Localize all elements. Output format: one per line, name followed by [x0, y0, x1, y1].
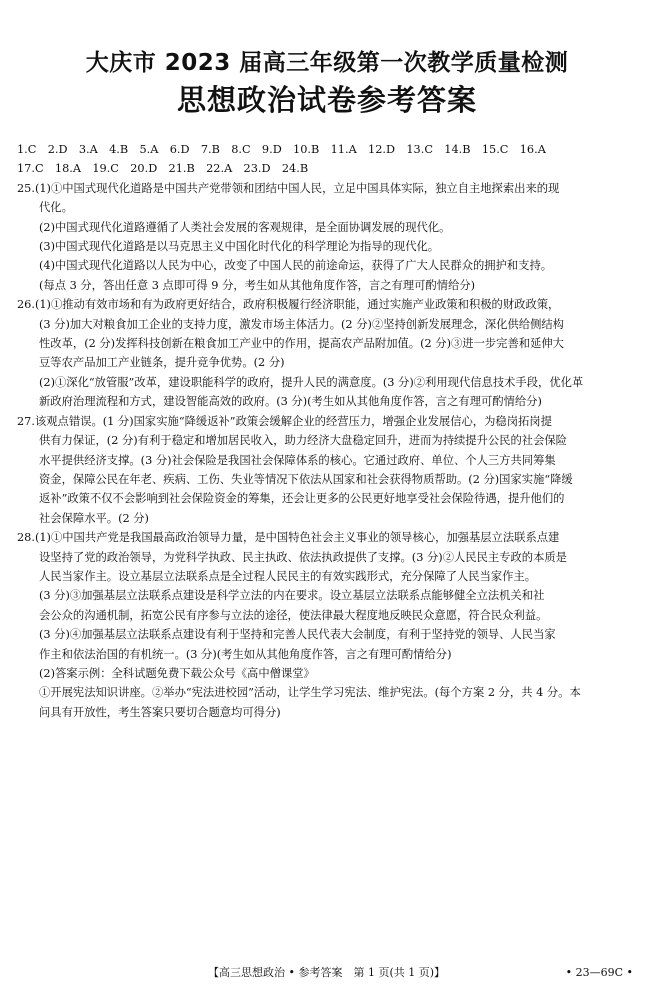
answer-line: (3)中国式现代化道路是以马克思主义中国化时代化的科学理论为指导的现代化。	[39, 240, 440, 254]
answer-line: (3 分)加大对粮食加工企业的支持力度，激发市场主体活力。(2 分)②坚持创新发展理念，深化供给侧结构	[39, 317, 564, 331]
answer-line: 会公众的沟通机制，拓宽公民有序参与立法的途径，使法律最大程度地反映民众意愿，符合民众利益。	[39, 608, 548, 622]
answer-line: 28.(1)①中国共产党是我国最高政治领导力量，是中国特色社会主义事业的领导核心，加强基层立法联系点建	[17, 531, 560, 545]
answer-line: 设坚持了党的政治领导，为党科学执政、民主执政、依法执政提供了支撑。(3 分)②人民民主专政的本质是	[39, 550, 567, 564]
answer-line: 豆等农产品加工产业链条，提升竞争优势。(2 分)	[39, 356, 285, 370]
answer-line: (3 分)③加强基层立法联系点建设是科学立法的内在要求。设立基层立法联系点能够健全立法机关和社	[39, 589, 545, 603]
answer-line: 性改革，(2 分)发挥科技创新在粮食加工产业中的作用，提高农产品附加值。(2 分)③进一步完善和延伸大	[39, 337, 564, 351]
answer-line: (2)答案示例：全科试题免费下载公众号《高中僧课堂》	[39, 666, 315, 680]
choice-line: 17.C 18.A 19.C 20.D 21.B 22.A 23.D 24.B	[17, 162, 309, 176]
answer-line: 社会保障水平。(2 分)	[39, 511, 149, 525]
question-26	[17, 295, 637, 411]
question-27	[17, 412, 637, 528]
choice-line: 1.C 2.D 3.A 4.B 5.A 6.D 7.B 8.C 9.D 10.B 11.A 12.D 13.C 14.B 15.C 16.A	[17, 143, 546, 156]
choice-answers	[17, 140, 637, 179]
answer-line: (2)①深化“放管服”改革，建设职能科学的政府，提升人民的满意度。(3 分)②利用现代信息技术手段，优化革	[39, 375, 584, 389]
footer-page-info: 【高三思想政治 • 参考答案 第 1 页(共 1 页)】	[207, 966, 446, 979]
document-title: 大庆市 2023 届高三年级第一次教学质量检测	[85, 50, 569, 76]
question-28	[17, 528, 637, 722]
answer-line: 26.(1)①推动有效市场和有为政府更好结合，政府积极履行经济职能，通过实施产业政策和积极的财政政策，	[17, 298, 560, 312]
answer-line: (4)中国式现代化道路以人民为中心，改变了中国人民的前途命运，获得了广大人民群众的拥护和支持。	[39, 259, 553, 273]
answer-body	[17, 140, 637, 722]
answer-line: 水平提供经济支撑。(3 分)社会保险是我国社会保障体系的核心。它通过政府、单位、个人三方共同筹集	[39, 453, 556, 467]
answer-line: 27.该观点错误。(1 分)国家实施“降缓返补”政策会缓解企业的经营压力，增强企业发展信心，为稳岗拓岗提	[17, 414, 552, 428]
answer-line: 问具有开放性，考生答案只要切合题意均可得分)	[39, 705, 281, 719]
answer-line: 代化。	[39, 201, 73, 215]
answer-line: (每点 3 分，答出任意 3 点即可得 9 分，考生如从其他角度作答，言之有理可酌情给分)	[39, 278, 476, 292]
answer-line: 作主和依法治国的有机统一。(3 分)(考生如从其他角度作答，言之有理可酌情给分)	[39, 647, 452, 661]
document-subtitle: 思想政治试卷参考答案	[176, 83, 477, 117]
answer-line: 返补”政策不仅不会影响到社会保险资金的筹集，还会让更多的公民更好地享受社会保险待遇，提升他们的	[39, 492, 565, 506]
answer-line: (3 分)④加强基层立法联系点建设有利于坚持和完善人民代表大会制度，有利于坚持党的领导、人民当家	[39, 628, 556, 642]
answer-line: 资金，保障公民在年老、疾病、工伤、失业等情况下依法从国家和社会获得物质帮助。(2 分)国家实施“降缓	[39, 472, 573, 486]
answer-line: 新政府治理流程和方式，建设智能高效的政府。(3 分)(考生如从其他角度作答，言之有理可酌情给分)	[39, 395, 542, 409]
answer-line: 25.(1)①中国式现代化道路是中国共产党带领和团结中国人民，立足中国具体实际，独立自主地探索出来的现	[17, 181, 560, 195]
footer-exam-code: • 23—69C •	[565, 966, 633, 979]
answer-line: (2)中国式现代化道路遵循了人类社会发展的客观规律，是全面协调发展的现代化。	[39, 220, 451, 234]
question-25	[17, 179, 637, 295]
answer-line: 人民当家作主。设立基层立法联系点是全过程人民民主的有效实践形式，充分保障了人民当家作主。	[39, 569, 537, 583]
answer-line: ①开展宪法知识讲座。②举办“宪法进校园”活动，让学生学习宪法、维护宪法。(每个方案 2 分，共 4 分。本	[39, 686, 581, 700]
answer-line: 供有力保证，(2 分)有利于稳定和增加居民收入，助力经济大盘稳定回升，进而为持续提升公民的社会保险	[39, 434, 567, 448]
